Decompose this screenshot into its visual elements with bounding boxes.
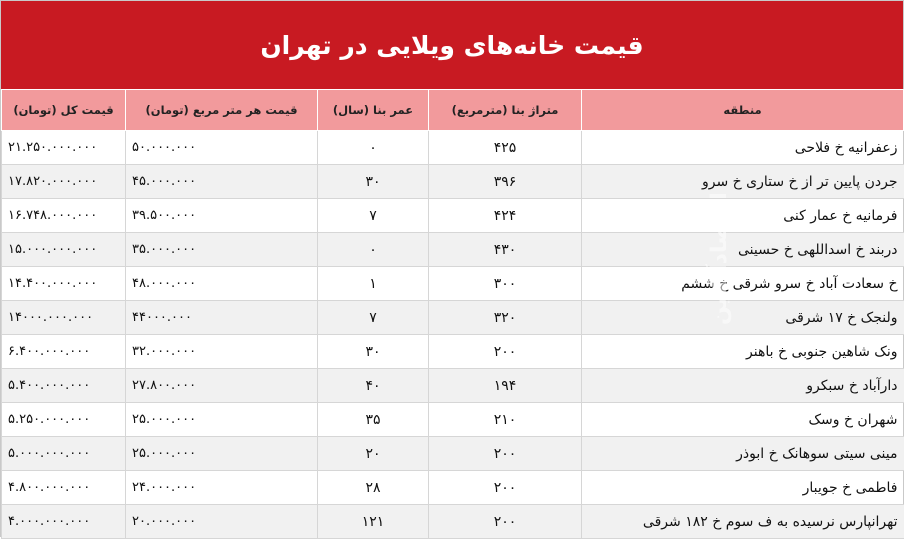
cell-total-price: ۵.۴۰۰.۰۰۰.۰۰۰ xyxy=(2,369,126,403)
cell-price-per-m2: ۳۵.۰۰۰.۰۰۰ xyxy=(126,233,318,267)
cell-area: ۴۲۵ xyxy=(429,131,582,165)
table-row xyxy=(2,199,904,233)
cell-age: ۲۰ xyxy=(318,437,429,471)
table-row xyxy=(2,369,904,403)
cell-region: دارآباد خ سبکرو xyxy=(582,369,904,403)
cell-price-per-m2: ۲۰.۰۰۰.۰۰۰ xyxy=(126,505,318,539)
cell-total-price: ۱۶.۷۴۸.۰۰۰.۰۰۰ xyxy=(2,199,126,233)
cell-area: ۲۰۰ xyxy=(429,437,582,471)
table-header-row xyxy=(2,90,904,131)
cell-area: ۲۰۰ xyxy=(429,471,582,505)
cell-price-per-m2: ۳۹.۵۰۰.۰۰۰ xyxy=(126,199,318,233)
cell-price-per-m2: ۴۵.۰۰۰.۰۰۰ xyxy=(126,165,318,199)
cell-age: ۲۸ xyxy=(318,471,429,505)
cell-area: ۲۱۰ xyxy=(429,403,582,437)
cell-price-per-m2: ۲۵.۰۰۰.۰۰۰ xyxy=(126,403,318,437)
cell-age: ۱۲۱ xyxy=(318,505,429,539)
cell-area: ۴۲۴ xyxy=(429,199,582,233)
page-title: قیمت خانه‌های ویلایی در تهران xyxy=(260,30,644,60)
cell-region: دربند خ اسداللهی خ حسینی xyxy=(582,233,904,267)
cell-area: ۲۰۰ xyxy=(429,505,582,539)
cell-age: ۳۰ xyxy=(318,335,429,369)
cell-region: تهرانپارس نرسیده به ف سوم خ ۱۸۲ شرقی xyxy=(582,505,904,539)
table-row xyxy=(2,471,904,505)
watermark-logo: اقتصادآنلاین xyxy=(707,192,732,326)
table-row xyxy=(2,165,904,199)
col-header-total-price: قیمت کل (تومان) xyxy=(2,90,126,131)
cell-age: ۰ xyxy=(318,131,429,165)
table-row xyxy=(2,437,904,471)
cell-region: شهران خ وسک xyxy=(582,403,904,437)
cell-price-per-m2: ۴۴۰۰۰.۰۰۰ xyxy=(126,301,318,335)
cell-price-per-m2: ۲۵.۰۰۰.۰۰۰ xyxy=(126,437,318,471)
title-bar xyxy=(1,1,903,89)
cell-region: مینی سیتی سوهانک خ ابوذر xyxy=(582,437,904,471)
cell-total-price: ۴.۸۰۰.۰۰۰.۰۰۰ xyxy=(2,471,126,505)
cell-age: ۱ xyxy=(318,267,429,301)
cell-region: فاطمی خ جویبار xyxy=(582,471,904,505)
cell-age: ۷ xyxy=(318,199,429,233)
cell-age: ۳۰ xyxy=(318,165,429,199)
table-row xyxy=(2,233,904,267)
cell-total-price: ۱۷.۸۲۰.۰۰۰.۰۰۰ xyxy=(2,165,126,199)
cell-age: ۰ xyxy=(318,233,429,267)
col-header-age: عمر بنا (سال) xyxy=(318,90,429,131)
col-header-price-per-m2: قیمت هر متر مربع (تومان) xyxy=(126,90,318,131)
cell-age: ۷ xyxy=(318,301,429,335)
cell-total-price: ۵.۰۰۰.۰۰۰.۰۰۰ xyxy=(2,437,126,471)
table-row xyxy=(2,301,904,335)
cell-total-price: ۲۱.۲۵۰.۰۰۰.۰۰۰ xyxy=(2,131,126,165)
cell-total-price: ۱۴.۴۰۰.۰۰۰.۰۰۰ xyxy=(2,267,126,301)
cell-region: ونک شاهین جنوبی خ باهنر xyxy=(582,335,904,369)
cell-area: ۱۹۴ xyxy=(429,369,582,403)
cell-area: ۴۳۰ xyxy=(429,233,582,267)
cell-region: زعفرانیه خ فلاحی xyxy=(582,131,904,165)
cell-total-price: ۱۴۰۰۰.۰۰۰.۰۰۰ xyxy=(2,301,126,335)
table-body xyxy=(2,131,904,539)
cell-total-price: ۱۵.۰۰۰.۰۰۰.۰۰۰ xyxy=(2,233,126,267)
cell-price-per-m2: ۵۰.۰۰۰.۰۰۰ xyxy=(126,131,318,165)
cell-price-per-m2: ۲۷.۸۰۰.۰۰۰ xyxy=(126,369,318,403)
cell-total-price: ۵.۲۵۰.۰۰۰.۰۰۰ xyxy=(2,403,126,437)
cell-area: ۳۹۶ xyxy=(429,165,582,199)
cell-area: ۳۰۰ xyxy=(429,267,582,301)
table-row xyxy=(2,267,904,301)
cell-total-price: ۶.۴۰۰.۰۰۰.۰۰۰ xyxy=(2,335,126,369)
table-row xyxy=(2,335,904,369)
cell-age: ۳۵ xyxy=(318,403,429,437)
cell-region: خ سعادت آباد خ سرو شرقی خ ششم xyxy=(582,267,904,301)
col-header-area: متراژ بنا (مترمربع) xyxy=(429,90,582,131)
cell-price-per-m2: ۳۲.۰۰۰.۰۰۰ xyxy=(126,335,318,369)
price-table xyxy=(1,89,904,539)
cell-area: ۳۲۰ xyxy=(429,301,582,335)
cell-total-price: ۴.۰۰۰.۰۰۰.۰۰۰ xyxy=(2,505,126,539)
cell-region: فرمانیه خ عمار کنی xyxy=(582,199,904,233)
col-header-region: منطقه xyxy=(582,90,904,131)
cell-price-per-m2: ۲۴.۰۰۰.۰۰۰ xyxy=(126,471,318,505)
cell-region: ولنجک خ ۱۷ شرقی xyxy=(582,301,904,335)
cell-area: ۲۰۰ xyxy=(429,335,582,369)
table-row xyxy=(2,403,904,437)
table-row xyxy=(2,505,904,539)
cell-age: ۴۰ xyxy=(318,369,429,403)
table-row xyxy=(2,131,904,165)
cell-region: جردن پایین تر از خ ستاری خ سرو xyxy=(582,165,904,199)
cell-price-per-m2: ۴۸.۰۰۰.۰۰۰ xyxy=(126,267,318,301)
